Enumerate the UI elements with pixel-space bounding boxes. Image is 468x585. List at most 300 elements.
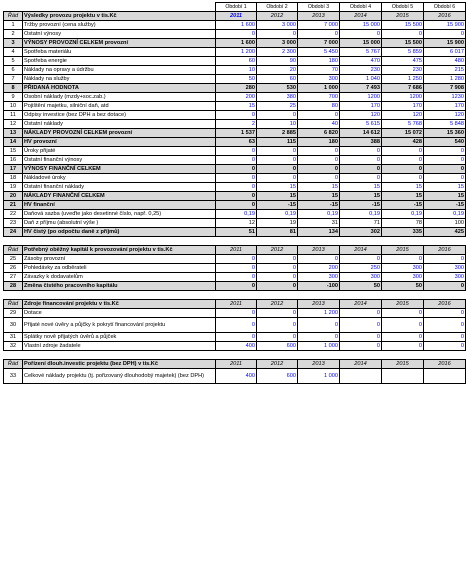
value-cell[interactable]: 700	[298, 93, 340, 102]
row-label: HV provozní	[23, 138, 216, 147]
table-row	[4, 183, 466, 192]
value-cell[interactable]: 120	[340, 111, 382, 120]
year-header: 2012	[257, 300, 298, 309]
row-label: Splátky nově přijatých úvěrů a půjček	[23, 333, 216, 342]
value-cell[interactable]: 0	[340, 342, 382, 351]
value-cell[interactable]: 50	[216, 75, 257, 84]
value-cell[interactable]: 530	[257, 84, 298, 93]
year-header: 2015	[382, 12, 424, 21]
value-cell[interactable]: 300	[298, 273, 340, 282]
value-cell[interactable]: 0	[216, 333, 257, 342]
value-cell[interactable]: 0	[257, 165, 298, 174]
value-cell[interactable]: 5 768	[382, 120, 424, 129]
spreadsheet	[3, 2, 465, 384]
value-cell[interactable]: 0	[340, 156, 382, 165]
value-cell[interactable]: 428	[382, 138, 424, 147]
row-number: 9	[4, 93, 23, 102]
row-label: HV čistý (po odpočtu daně z příjmů)	[23, 228, 216, 237]
table-row	[4, 342, 466, 351]
row-label: Osobní náklady (mzdy+soc.zab.)	[23, 93, 216, 102]
year-header: 2012	[257, 12, 298, 21]
value-cell[interactable]: 0	[257, 174, 298, 183]
value-cell[interactable]: 1 250	[382, 75, 424, 84]
value-cell[interactable]: 15 072	[382, 129, 424, 138]
value-cell[interactable]: 15	[382, 183, 424, 192]
value-cell[interactable]: 10	[216, 66, 257, 75]
value-cell[interactable]: 134	[298, 228, 340, 237]
value-cell[interactable]: -15	[257, 201, 298, 210]
value-cell[interactable]: 5 450	[298, 48, 340, 57]
row-label: Spotřeba energie	[23, 57, 216, 66]
value-cell[interactable]: 0	[257, 255, 298, 264]
value-cell[interactable]: 70	[298, 66, 340, 75]
row-label: NÁKLADY FINANČNÍ CELKEM	[23, 192, 216, 201]
row-number: 33	[4, 369, 23, 384]
value-cell[interactable]: 2 300	[257, 48, 298, 57]
value-cell[interactable]: 170	[382, 102, 424, 111]
value-cell[interactable]: 0	[257, 264, 298, 273]
value-cell[interactable]: 0	[216, 201, 257, 210]
value-cell[interactable]: 0	[257, 318, 298, 333]
value-cell[interactable]: 0	[298, 30, 340, 39]
value-cell[interactable]: 0	[257, 333, 298, 342]
value-cell[interactable]: 400	[216, 342, 257, 351]
value-cell[interactable]: 7 908	[424, 84, 466, 93]
value-cell[interactable]: 0	[257, 156, 298, 165]
year-header: 2016	[424, 300, 466, 309]
row-number: 21	[4, 201, 23, 210]
value-cell[interactable]: 15 900	[424, 21, 466, 30]
value-cell[interactable]: 40	[298, 120, 340, 129]
year-header: 2015	[382, 300, 424, 309]
value-cell[interactable]	[424, 369, 466, 384]
value-cell[interactable]: 0	[382, 309, 424, 318]
value-cell[interactable]: 0	[257, 273, 298, 282]
row-number: 24	[4, 228, 23, 237]
value-cell[interactable]: 14 612	[340, 129, 382, 138]
table-row	[4, 75, 466, 84]
value-cell[interactable]: 2	[216, 120, 257, 129]
value-cell[interactable]: 0	[382, 333, 424, 342]
row-number: 2	[4, 30, 23, 39]
period-3: Období 3	[298, 3, 340, 12]
value-cell[interactable]: 0	[382, 156, 424, 165]
value-cell[interactable]: 540	[424, 138, 466, 147]
value-cell[interactable]: 15	[340, 183, 382, 192]
section-title: Výsledky provozu projektu v tis.Kč	[23, 12, 216, 21]
row-label: PŘIDANÁ HODNOTA	[23, 84, 216, 93]
value-cell[interactable]: 0	[216, 165, 257, 174]
value-cell[interactable]: 0	[340, 309, 382, 318]
value-cell[interactable]: 300	[298, 75, 340, 84]
value-cell[interactable]: 0	[382, 165, 424, 174]
value-cell[interactable]: 0	[424, 147, 466, 156]
value-cell[interactable]: 7 000	[298, 21, 340, 30]
value-cell[interactable]: 0,19	[424, 210, 466, 219]
value-cell[interactable]: 15 500	[382, 21, 424, 30]
value-cell[interactable]: 0	[216, 273, 257, 282]
value-cell[interactable]: 0,19	[382, 210, 424, 219]
value-cell[interactable]: 100	[424, 219, 466, 228]
value-cell[interactable]: 0	[382, 30, 424, 39]
value-cell[interactable]: 15	[216, 102, 257, 111]
value-cell[interactable]: 60	[216, 57, 257, 66]
value-cell[interactable]: 50	[382, 282, 424, 291]
row-number: 13	[4, 129, 23, 138]
table-row	[4, 57, 466, 66]
row-label: Odpisy investice (bez DPH a bez dotace)	[23, 111, 216, 120]
value-cell[interactable]: 0,19	[257, 210, 298, 219]
value-cell[interactable]: 0	[216, 192, 257, 201]
value-cell[interactable]: 230	[340, 66, 382, 75]
value-cell[interactable]: 0	[382, 147, 424, 156]
row-number: 5	[4, 57, 23, 66]
value-cell[interactable]: 0	[216, 174, 257, 183]
value-cell[interactable]: 302	[340, 228, 382, 237]
table-row	[4, 174, 466, 183]
value-cell[interactable]: 0	[257, 111, 298, 120]
value-cell[interactable]: 15 000	[340, 39, 382, 48]
value-cell[interactable]: 1230	[424, 93, 466, 102]
value-cell[interactable]: 0	[424, 333, 466, 342]
row-label: Náklady na opravy a údržbu	[23, 66, 216, 75]
value-cell[interactable]: 15 500	[382, 39, 424, 48]
row-number: 20	[4, 192, 23, 201]
table-row	[4, 111, 466, 120]
value-cell[interactable]: 0	[424, 174, 466, 183]
value-cell[interactable]: 0	[424, 255, 466, 264]
value-cell[interactable]: 300	[382, 273, 424, 282]
value-cell[interactable]: 300	[424, 264, 466, 273]
value-cell[interactable]: 600	[257, 342, 298, 351]
value-cell[interactable]: 0	[382, 342, 424, 351]
value-cell[interactable]: 78	[382, 219, 424, 228]
value-cell[interactable]: 80	[298, 102, 340, 111]
section-title: Zdroje financování projektu v tis.Kč	[23, 300, 216, 309]
value-cell[interactable]: 7 493	[340, 84, 382, 93]
value-cell[interactable]: 0	[298, 165, 340, 174]
table-row	[4, 102, 466, 111]
financing-table	[3, 299, 466, 351]
table-row	[4, 318, 466, 333]
value-cell[interactable]: 1 040	[340, 75, 382, 84]
value-cell[interactable]: 19	[257, 219, 298, 228]
row-number: 12	[4, 120, 23, 129]
row-number: 27	[4, 273, 23, 282]
section-title: Potřebný oběžný kapitál k provozování projektu v tis.Kč	[23, 246, 216, 255]
value-cell[interactable]: 120	[424, 111, 466, 120]
value-cell[interactable]: 0	[216, 264, 257, 273]
value-cell[interactable]: 15	[340, 192, 382, 201]
value-cell[interactable]: 0	[424, 30, 466, 39]
value-cell[interactable]: 0,19	[216, 210, 257, 219]
row-number: 22	[4, 210, 23, 219]
value-cell[interactable]: 0	[216, 111, 257, 120]
year-header: 2011	[216, 12, 257, 21]
value-cell[interactable]: 0	[424, 165, 466, 174]
row-number: 25	[4, 255, 23, 264]
row-number: 19	[4, 183, 23, 192]
year-header: 2016	[424, 246, 466, 255]
value-cell[interactable]: 180	[298, 138, 340, 147]
value-cell[interactable]: 0	[298, 333, 340, 342]
value-cell[interactable]: 10	[257, 120, 298, 129]
value-cell[interactable]: 0	[216, 255, 257, 264]
row-label: Celkové náklady projektu (tj. pořizovaný dlouhodobý majetek) (bez DPH)	[23, 369, 216, 384]
value-cell[interactable]: 0	[257, 147, 298, 156]
value-cell[interactable]: -100	[298, 282, 340, 291]
value-cell[interactable]: 0	[216, 309, 257, 318]
working-capital-table	[3, 245, 466, 291]
value-cell[interactable]: -15	[382, 201, 424, 210]
value-cell[interactable]: 31	[298, 219, 340, 228]
value-cell[interactable]: 0	[424, 282, 466, 291]
value-cell[interactable]: 0	[298, 255, 340, 264]
value-cell[interactable]: 170	[340, 102, 382, 111]
value-cell[interactable]: 5 859	[382, 48, 424, 57]
value-cell[interactable]: 0	[216, 156, 257, 165]
value-cell[interactable]: 0	[298, 156, 340, 165]
value-cell[interactable]: 12	[216, 219, 257, 228]
value-cell[interactable]: 400	[216, 369, 257, 384]
value-cell[interactable]: 0	[216, 30, 257, 39]
table-row	[4, 39, 466, 48]
value-cell[interactable]: 0	[340, 255, 382, 264]
value-cell[interactable]: 0,19	[340, 210, 382, 219]
row-number: 17	[4, 165, 23, 174]
value-cell[interactable]: 425	[424, 228, 466, 237]
investment-table	[3, 359, 466, 384]
value-cell[interactable]: 0	[216, 147, 257, 156]
value-cell[interactable]: 15	[424, 192, 466, 201]
row-label: Změna čistého pracovního kapitálu	[23, 282, 216, 291]
value-cell[interactable]: 0	[340, 30, 382, 39]
value-cell[interactable]: 0	[424, 156, 466, 165]
row-label: Tržby provozní (cena služby)	[23, 21, 216, 30]
value-cell[interactable]: 0	[424, 309, 466, 318]
value-cell[interactable]: 280	[216, 84, 257, 93]
value-cell[interactable]: 1 200	[216, 48, 257, 57]
row-number: 10	[4, 102, 23, 111]
row-label: Náklady na služby	[23, 75, 216, 84]
value-cell[interactable]: 1 000	[298, 342, 340, 351]
value-cell[interactable]: 180	[298, 57, 340, 66]
value-cell[interactable]: 1200	[382, 93, 424, 102]
value-cell[interactable]: 7 000	[298, 39, 340, 48]
value-cell[interactable]: 0	[382, 318, 424, 333]
value-cell[interactable]: 388	[340, 138, 382, 147]
value-cell[interactable]: 0	[340, 318, 382, 333]
table-row	[4, 156, 466, 165]
table-row	[4, 309, 466, 318]
value-cell[interactable]: 300	[424, 273, 466, 282]
value-cell[interactable]: 0	[340, 333, 382, 342]
sec1-header-row	[4, 12, 466, 21]
row-number: 29	[4, 309, 23, 318]
row-number: 6	[4, 66, 23, 75]
value-cell[interactable]: 1 537	[216, 129, 257, 138]
table-row	[4, 48, 466, 57]
value-cell[interactable]: 0	[257, 30, 298, 39]
table-row	[4, 84, 466, 93]
table-row	[4, 138, 466, 147]
value-cell[interactable]: 5 848	[424, 120, 466, 129]
value-cell[interactable]: 15	[298, 192, 340, 201]
value-cell[interactable]: 300	[340, 273, 382, 282]
row-label: VÝNOSY FINANČNÍ CELKEM	[23, 165, 216, 174]
period-5: Období 5	[382, 3, 424, 12]
value-cell[interactable]: 600	[257, 369, 298, 384]
value-cell[interactable]: 380	[257, 93, 298, 102]
row-number: 31	[4, 333, 23, 342]
row-number: 1	[4, 21, 23, 30]
year-header: 2011	[216, 300, 257, 309]
row-number: 4	[4, 48, 23, 57]
value-cell[interactable]: 20	[257, 66, 298, 75]
section-title: Pořízení dlouh.investic projektu (bez DPH) v tis.Kč	[23, 360, 216, 369]
value-cell[interactable]: 0	[382, 255, 424, 264]
value-cell[interactable]: 15	[257, 183, 298, 192]
value-cell[interactable]: 200	[298, 264, 340, 273]
value-cell[interactable]: 25	[257, 102, 298, 111]
value-cell[interactable]: -15	[424, 201, 466, 210]
value-cell[interactable]: 3 000	[257, 39, 298, 48]
value-cell[interactable]: 15	[257, 192, 298, 201]
value-cell[interactable]: 6 017	[424, 48, 466, 57]
table-row	[4, 201, 466, 210]
value-cell[interactable]: 170	[424, 102, 466, 111]
value-cell[interactable]: 200	[216, 93, 257, 102]
table-row	[4, 282, 466, 291]
row-number: 7	[4, 75, 23, 84]
row-number: 11	[4, 111, 23, 120]
value-cell[interactable]: 0	[298, 318, 340, 333]
value-cell[interactable]: 0	[424, 342, 466, 351]
value-cell[interactable]: 120	[382, 111, 424, 120]
value-cell[interactable]: 15 000	[340, 21, 382, 30]
value-cell[interactable]: 0	[257, 282, 298, 291]
value-cell[interactable]: 63	[216, 138, 257, 147]
row-label: Závazky k dodavatelům	[23, 273, 216, 282]
row-number: 15	[4, 147, 23, 156]
value-cell[interactable]: 335	[382, 228, 424, 237]
year-header: 2016	[424, 360, 466, 369]
year-header: 2011	[216, 246, 257, 255]
row-label: Daňová sazba (uveďte jako desetinné číslo, např. 0,25)	[23, 210, 216, 219]
value-cell[interactable]	[382, 369, 424, 384]
value-cell[interactable]: 0,19	[298, 210, 340, 219]
value-cell[interactable]: 1 000	[298, 84, 340, 93]
year-header: 2016	[424, 12, 466, 21]
period-2: Období 2	[257, 3, 298, 12]
value-cell[interactable]: 6 820	[298, 129, 340, 138]
row-number: 18	[4, 174, 23, 183]
value-cell[interactable]: 15	[424, 183, 466, 192]
value-cell[interactable]: 81	[257, 228, 298, 237]
value-cell[interactable]: 230	[382, 66, 424, 75]
row-number: 30	[4, 318, 23, 333]
value-cell[interactable]: 470	[340, 57, 382, 66]
sec4-header-row	[4, 360, 466, 369]
value-cell[interactable]: 1200	[340, 93, 382, 102]
value-cell[interactable]: 51	[216, 228, 257, 237]
value-cell[interactable]: 0	[257, 309, 298, 318]
table-row	[4, 21, 466, 30]
value-cell[interactable]: 0	[424, 318, 466, 333]
row-label: Ostatní náklady	[23, 120, 216, 129]
value-cell[interactable]: 50	[340, 282, 382, 291]
value-cell[interactable]: 3 000	[257, 21, 298, 30]
table-row	[4, 30, 466, 39]
value-cell[interactable]: 2 885	[257, 129, 298, 138]
table-row	[4, 255, 466, 264]
value-cell[interactable]: 15	[298, 183, 340, 192]
value-cell[interactable]: 0	[298, 174, 340, 183]
value-cell[interactable]: -15	[340, 201, 382, 210]
sec3-header-row	[4, 300, 466, 309]
row-label: Dotace	[23, 309, 216, 318]
year-header: 2015	[382, 246, 424, 255]
value-cell[interactable]: 1 000	[298, 369, 340, 384]
value-cell[interactable]: 1 600	[216, 21, 257, 30]
value-cell[interactable]: 215	[424, 66, 466, 75]
value-cell[interactable]: 475	[382, 57, 424, 66]
year-header: 2015	[382, 360, 424, 369]
value-cell[interactable]: 1 280	[424, 75, 466, 84]
value-cell[interactable]: 15	[382, 192, 424, 201]
value-cell[interactable]: 0	[298, 147, 340, 156]
value-cell[interactable]: 1 600	[216, 39, 257, 48]
value-cell[interactable]: 300	[382, 264, 424, 273]
value-cell[interactable]: 0	[340, 147, 382, 156]
year-header: 2013	[298, 300, 340, 309]
value-cell[interactable]: 15 900	[424, 39, 466, 48]
value-cell[interactable]: 1 200	[298, 309, 340, 318]
value-cell[interactable]: 0	[340, 165, 382, 174]
table-row	[4, 333, 466, 342]
value-cell[interactable]: 7 686	[382, 84, 424, 93]
row-number: 26	[4, 264, 23, 273]
period-header-row	[4, 3, 466, 12]
row-label: Nákladové úroky	[23, 174, 216, 183]
row-label: Zásoby provozní	[23, 255, 216, 264]
period-4: Období 4	[340, 3, 382, 12]
row-label: Přijaté nové úvěry a půjčky k pokrytí financování projektu	[23, 318, 216, 333]
value-cell[interactable]: 0	[340, 174, 382, 183]
value-cell[interactable]: 0	[216, 183, 257, 192]
value-cell[interactable]: 71	[340, 219, 382, 228]
value-cell[interactable]: 480	[424, 57, 466, 66]
value-cell[interactable]: 0	[216, 282, 257, 291]
value-cell[interactable]: 115	[257, 138, 298, 147]
table-row	[4, 129, 466, 138]
row-number: 3	[4, 39, 23, 48]
value-cell[interactable]: 5 615	[340, 120, 382, 129]
table-row	[4, 264, 466, 273]
value-cell[interactable]: 0	[298, 111, 340, 120]
value-cell[interactable]: 5 767	[340, 48, 382, 57]
row-number-header: Řád	[4, 360, 23, 369]
value-cell[interactable]: 90	[257, 57, 298, 66]
value-cell[interactable]: -15	[298, 201, 340, 210]
value-cell[interactable]: 250	[340, 264, 382, 273]
value-cell[interactable]: 15 360	[424, 129, 466, 138]
value-cell[interactable]: 0	[216, 318, 257, 333]
value-cell[interactable]: 0	[382, 174, 424, 183]
value-cell[interactable]: 60	[257, 75, 298, 84]
year-header: 2012	[257, 246, 298, 255]
value-cell[interactable]	[340, 369, 382, 384]
